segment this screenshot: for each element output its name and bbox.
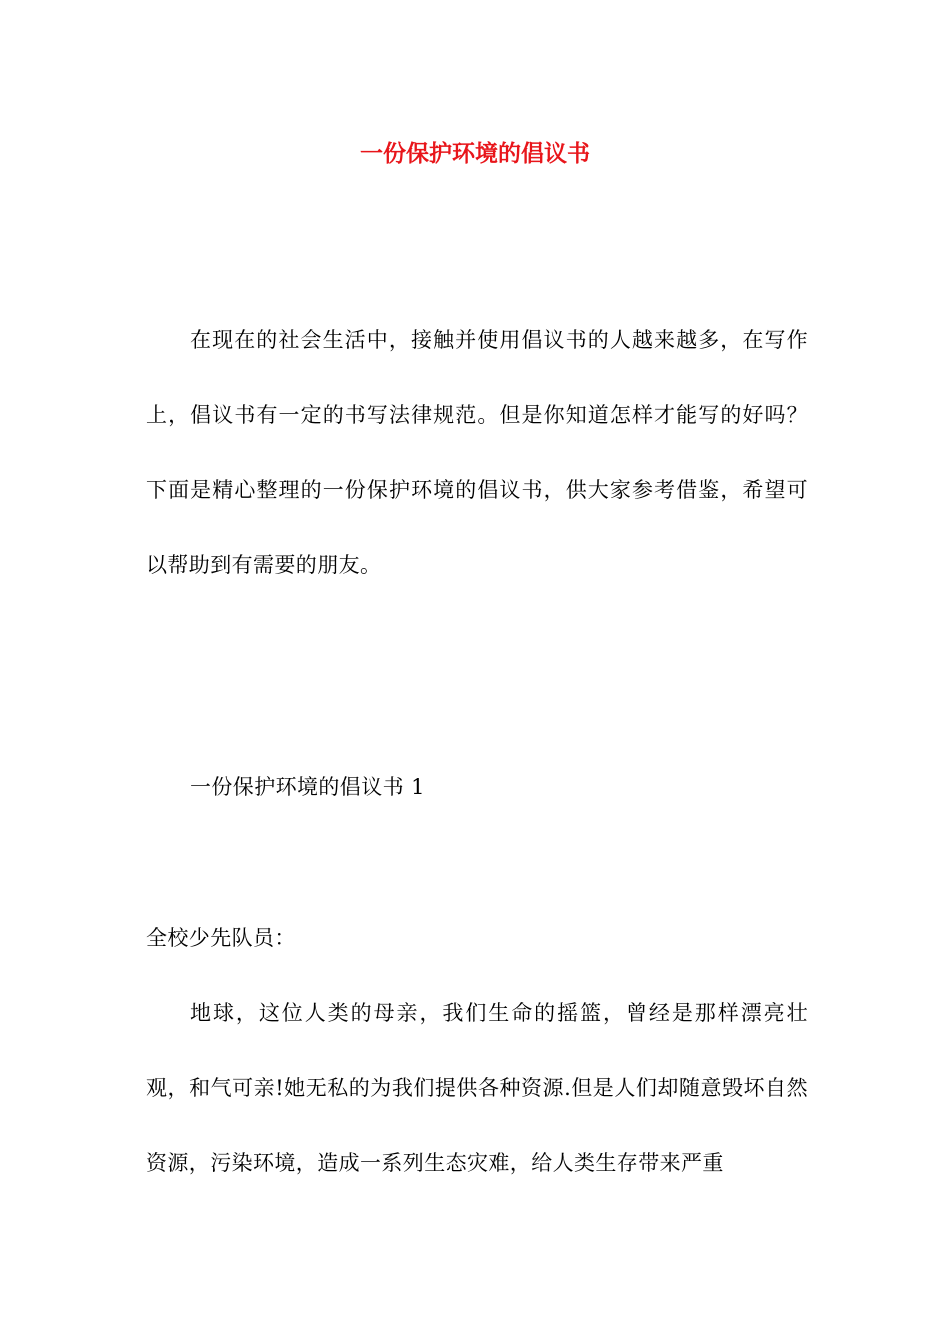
salutation: 全校少先队员： — [146, 926, 296, 950]
document-title: 一份保护环境的倡议书 — [360, 140, 590, 167]
section-heading: 一份保护环境的倡议书 1 — [190, 775, 425, 799]
intro-paragraph: 在现在的社会生活中，接触并使用倡议书的人越来越多，在写作上，倡议书有一定的书写法律规范。但是你知道怎样才能写的好吗？下面是精心整理的一份保护环境的倡议书，供大家参考借鉴，希望可以帮助到有需要的朋友。 — [146, 328, 808, 577]
body-paragraph: 地球，这位人类的母亲，我们生命的摇篮，曾经是那样漂亮壮观，和气可亲!她无私的为我们提供各种资源.但是人们却随意毁坏自然资源，污染环境，造成一系列生态灾难，给人类生存带来严重 — [146, 1001, 808, 1175]
